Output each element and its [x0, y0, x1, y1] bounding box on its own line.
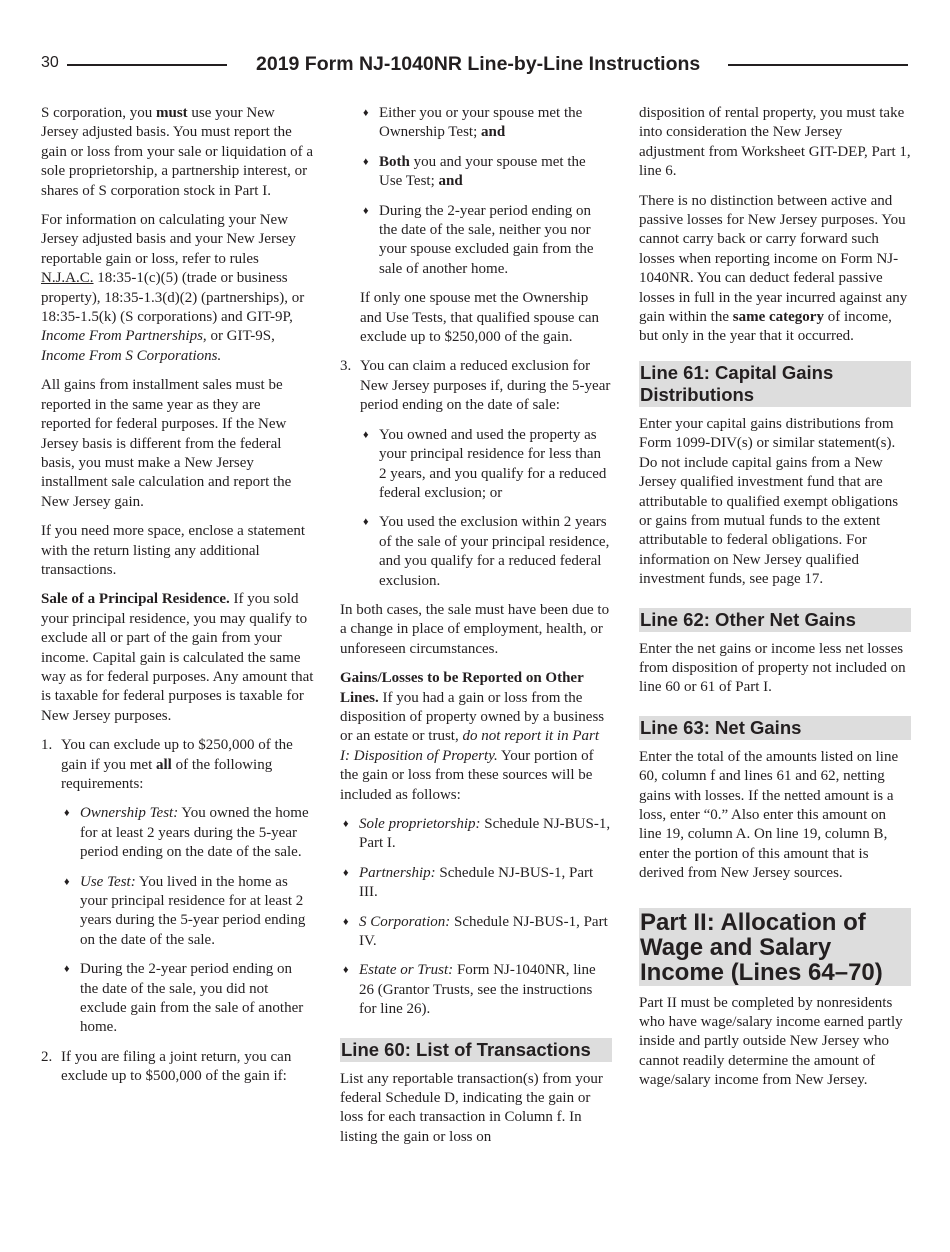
diamond-bullet-icon: ♦ — [343, 866, 349, 879]
heading-part-2: Part II: Allocation of Wage and Salary Income (Lines 64–70) — [639, 908, 911, 986]
diamond-bullet-icon: ♦ — [343, 818, 349, 830]
bullet-use-both: ♦ Both you and your spouse met the Use Test; and — [363, 153, 586, 190]
paragraph-passive-losses: There is no distinction between active and passive losses for New Jersey purposes. You cannot carry back or carry forward such losses when reporting income on Form NJ-1040NR. You can deduct federal passive losses in full in the year incurred against any gain within the same category of income, but only in the year that it occurred. — [639, 192, 908, 345]
paragraph-both-cases: In both cases, the sale must have been due to a change in place of employment, health, or unforeseen circumstances. — [340, 601, 610, 657]
paragraph-line-62: Enter the net gains or income less net losses from disposition of property not included on line 60 or 61 of Part I. — [639, 640, 906, 696]
numbered-item-3: 3. You can claim a reduced exclusion for New Jersey purposes if, during the 5-year period ending on the date of sale: — [340, 358, 611, 414]
column-1 — [41, 104, 314, 1097]
numbered-item-2: 2. If you are filing a joint return, you can exclude up to $500,000 of the gain if: — [41, 1048, 292, 1085]
njac-reference: N.J.A.C. — [41, 270, 94, 287]
numbered-item-1: 1. You can exclude up to $250,000 of the gain if you met all of the following requirements: — [41, 737, 293, 792]
bullet-estate-or-trust: ♦ Estate or Trust: Form NJ-1040NR, line 26 (Grantor Trusts, see the instructions for line 26). — [343, 962, 596, 1018]
paragraph-more-space: If you need more space, enclose a statement with the return listing any additional transactions. — [41, 523, 306, 578]
diamond-bullet-icon: ♦ — [64, 963, 70, 976]
diamond-bullet-icon: ♦ — [64, 807, 70, 820]
bullet-ownership-test: ♦ Ownership Test: You owned the home for at least 2 years during the 5-year period ending on the date of the sale. — [64, 805, 309, 861]
paragraph-principal-residence: Sale of a Principal Residence. If you sold your principal residence, you may qualify to exclude all or part of the gain from your income. Capital gain is calculated the same way as for federal purposes. Any amount that is taxable for federal purposes is taxable for New Jersey purposes. — [41, 591, 314, 724]
paragraph-installment-sales: All gains from installment sales must be reported in the same year as they are reported for federal purposes. If the New Jersey basis is different from the federal basis, you must make a New Jersey installment sale calculation and report the New Jersey gain. — [41, 377, 292, 510]
diamond-bullet-icon: ♦ — [343, 915, 349, 928]
diamond-bullet-icon: ♦ — [363, 107, 369, 119]
bullet-used-exclusion: ♦ You used the exclusion within 2 years of the sale of your principal residence, and you qualify for a reduced federal exclusion. — [363, 514, 610, 589]
bullet-use-test: ♦ Use Test: You lived in the home as your principal residence for at least 2 years during the 5-year period ending on the date of the sale. — [64, 873, 306, 948]
heading-line-63: Line 63: Net Gains — [639, 716, 911, 740]
diamond-bullet-icon: ♦ — [363, 516, 369, 529]
paragraph-line-61: Enter your capital gains distributions from Form 1099-DIV(s) or similar statement(s). Do not include capital gains from a New Jersey qualified investment fund that are attributable to qualified exempt obligations or gains from mutual funds to the extent attributable to federal obligations. For information on New Jersey qualified investment funds, see page 17. — [639, 415, 899, 588]
page-header — [0, 52, 950, 78]
paragraph-rental-property: disposition of rental property, you must take into consideration the New Jersey adjustment from Worksheet GIT-DEP, Part 1, line 6. — [639, 105, 911, 180]
heading-line-60: Line 60: List of Transactions — [340, 1038, 612, 1062]
diamond-bullet-icon: ♦ — [64, 875, 70, 888]
bullet-partnership: ♦ Partnership: Schedule NJ-BUS-1, Part III. — [343, 864, 594, 901]
column-3 — [639, 104, 911, 1101]
paragraph-line-63: Enter the total of the amounts listed on line 60, column f and lines 61 and 62, netting gains with losses. If the netted amount is a loss, enter “0.” Also enter this amount on line 19, column A. On line 19, column B, enter the portion of this amount that is derived from New Jersey sources. — [639, 748, 899, 882]
heading-line-61: Line 61: Capital Gains Distributions — [639, 361, 911, 407]
header-rule-right — [728, 64, 908, 66]
paragraph-one-spouse: If only one spouse met the Ownership and Use Tests, that qualified spouse can exclude up to $250,000 of the gain. — [360, 290, 600, 346]
page-number: 30 — [41, 54, 59, 71]
diamond-bullet-icon: ♦ — [363, 204, 369, 217]
bullet-ownership-either: ♦ Either you or your spouse met the Ownership Test; and — [363, 105, 583, 141]
heading-line-62: Line 62: Other Net Gains — [639, 608, 911, 632]
header-rule-left — [67, 64, 227, 66]
paragraph-gains-losses-other-lines: Gains/Losses to be Reported on Other Lines. If you had a gain or loss from the disposition of property owned by a business or an estate or trust, do not report it in Part I: Disposition of Property. Your portion of the gain or loss from these sources will be included as follows: — [340, 670, 605, 803]
paragraph-line-60: List any reportable transaction(s) from your federal Schedule D, indicating the gain or loss for each transaction in Column f. In listing the gain or loss on — [340, 1070, 603, 1145]
paragraph-s-corporation: S corporation, you must use your New Jersey adjusted basis. You must report the gain or loss from your sale or liquidation of a sole proprietorship, a partnership interest, or shares of S corporation stock in Part I. — [41, 105, 314, 199]
page-title: 2019 Form NJ-1040NR Line-by-Line Instructions — [256, 53, 701, 75]
diamond-bullet-icon: ♦ — [363, 428, 369, 441]
paragraph-adjusted-basis: For information on calculating your New Jersey adjusted basis and your New Jersey reportable gain or loss, refer to rules N.J.A.C. 18:35-1(c)(5) (trade or business property), 18:35-1.3(d)(2) (partnerships), or 18:35-1.5(k) (S corporations) and GIT-9P, Income From Partnerships, or GIT-9S, Income From S Corporations. — [41, 212, 305, 364]
bullet-less-than-two-years: ♦ You owned and used the property as your principal residence for less than 2 years, and you qualify for a reduced federal exclusion; or — [363, 426, 607, 501]
bullet-s-corporation: ♦ S Corporation: Schedule NJ-BUS-1, Part IV. — [343, 913, 608, 950]
bullet-two-year-period: ♦ During the 2-year period ending on the date of the sale, you did not exclude gain from the sale of another home. — [64, 961, 304, 1036]
column-2 — [340, 104, 612, 1157]
diamond-bullet-icon: ♦ — [363, 155, 369, 168]
paragraph-part-2: Part II must be completed by nonresidents who have wage/salary income earned partly inside and partly outside New Jersey who cannot readily determine the amount of wage/salary income from New Jersey. — [639, 994, 903, 1089]
bullet-neither-excluded: ♦ During the 2-year period ending on the date of the sale, neither you nor your spouse excluded gain from the sale of another home. — [363, 202, 594, 277]
bullet-sole-proprietorship: ♦ Sole proprietorship: Schedule NJ-BUS-1, Part I. — [343, 816, 611, 852]
diamond-bullet-icon: ♦ — [343, 964, 349, 977]
